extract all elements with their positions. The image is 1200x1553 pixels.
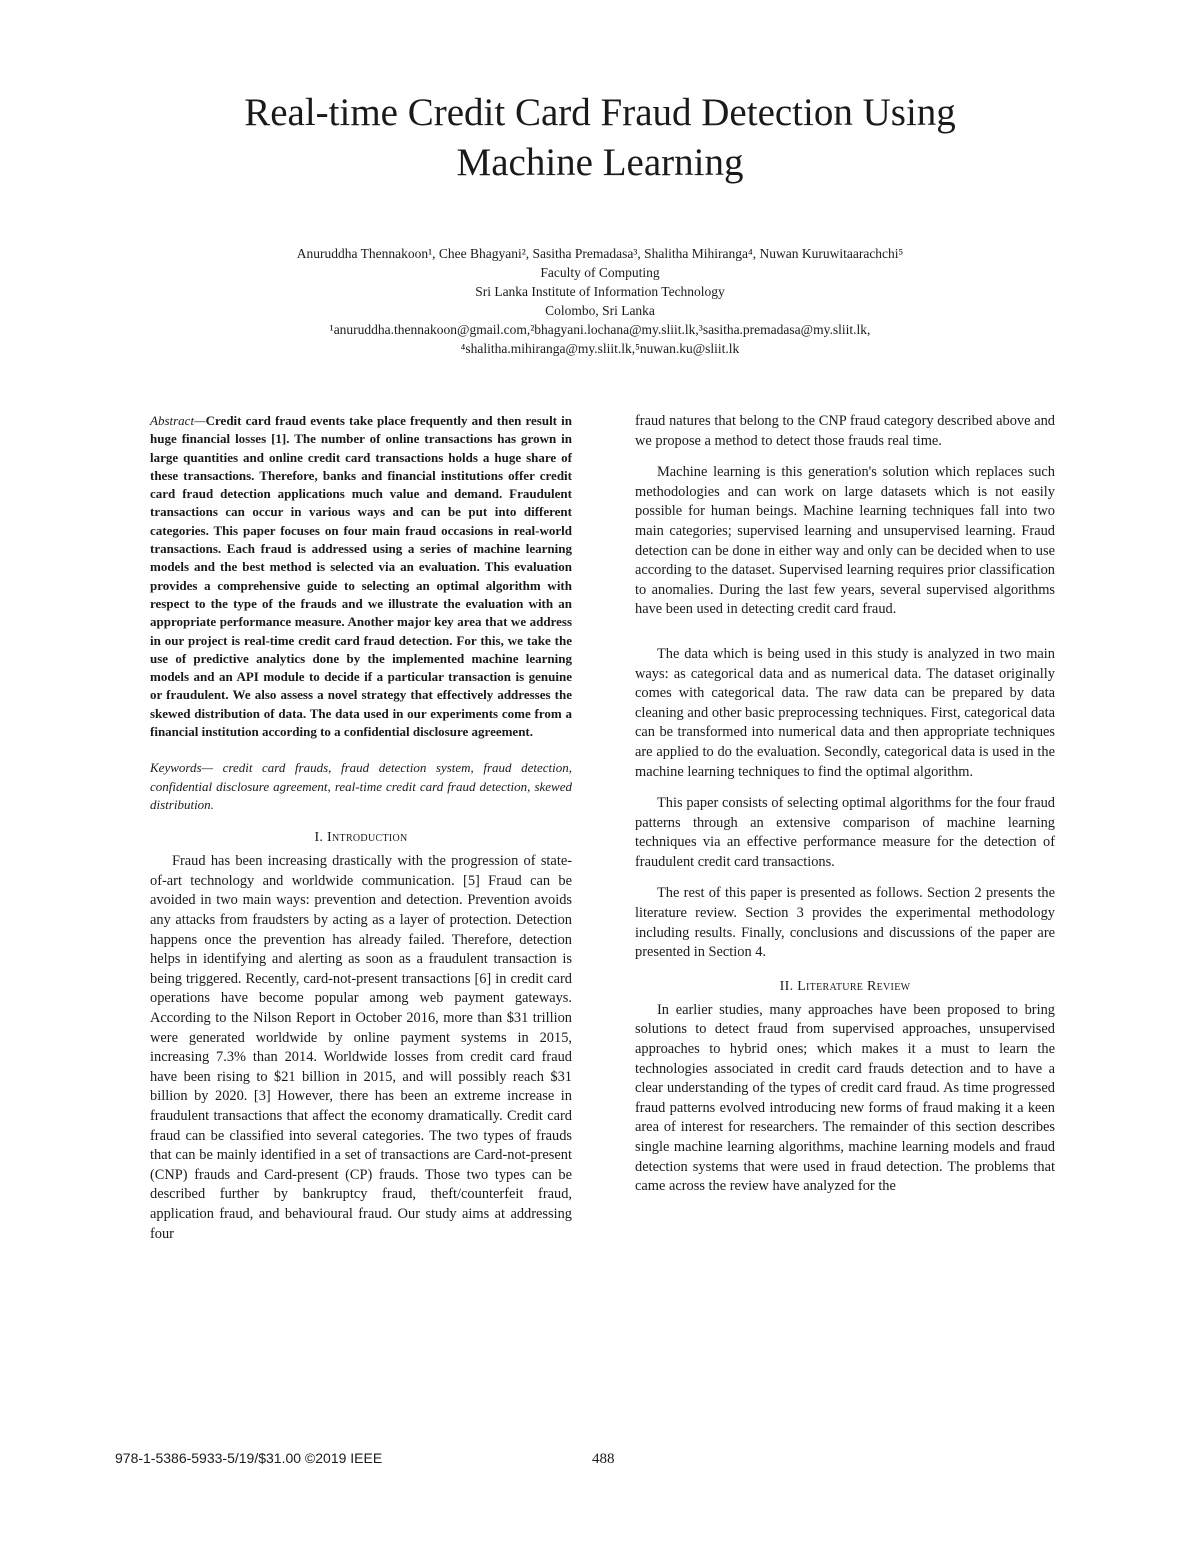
section-heading-literature-review bbox=[635, 977, 1055, 997]
author-list: Anuruddha Thennakoon¹, Chee Bhagyani², Sasitha Premadasa³, Shalitha Mihiranga⁴, Nuwan Kuruwitaarachchi⁵ bbox=[296, 246, 904, 261]
intro-paragraph-3: The data which is being used in this study is analyzed in two main ways: as categorical data and as numerical data. The dataset originally comes with categorical data. The raw data can be prepared by data cleaning and other basic preprocessing techniques. First, categorical data can be transformed into numerical data and then appropriate techniques are applied to do the evaluation. Secondly, categorical data is used in the machine learning techniques to find the optimal algorithm. bbox=[635, 645, 1055, 780]
intro-paragraph-5: The rest of this paper is presented as follows. Section 2 presents the literature review. Section 3 provides the experimental methodology including results. Finally, conclusions and discussions of the paper are presented in Section 4. bbox=[635, 885, 1055, 961]
intro-paragraph-1-continued: fraud natures that belong to the CNP fraud category described above and we propose a method to detect those frauds real time. bbox=[635, 413, 1055, 449]
abstract bbox=[150, 412, 572, 741]
section-title: Literature Review bbox=[797, 978, 911, 994]
affiliation-location: Colombo, Sri Lanka bbox=[545, 303, 655, 318]
footer-isbn: 978-1-5386-5933-5/19/$31.00 ©2019 IEEE bbox=[115, 1450, 383, 1466]
section-number: I. bbox=[314, 830, 324, 846]
affiliation-faculty: Faculty of Computing bbox=[540, 265, 660, 280]
section-title: Introduction bbox=[327, 830, 408, 846]
paper-title bbox=[100, 88, 1100, 188]
title-line-2: Machine Learning bbox=[456, 141, 744, 184]
author-emails-2: ⁴shalitha.mihiranga@my.sliit.lk,⁵nuwan.ku@sliit.lk bbox=[460, 341, 740, 356]
affiliation-institute: Sri Lanka Institute of Information Technology bbox=[475, 284, 725, 299]
author-emails-1: ¹anuruddha.thennakoon@gmail.com,²bhagyani.lochana@my.sliit.lk,³sasitha.premadasa@my.sliit.lk, bbox=[329, 322, 871, 337]
title-line-1: Real-time Credit Card Fraud Detection Using bbox=[244, 91, 956, 134]
right-column bbox=[635, 412, 1055, 1197]
abstract-body: Credit card fraud events take place frequently and then result in huge financial losses [1]. The number of online transactions has grown in large quantities and online credit card transactions holds a huge share of these transactions. Therefore, banks and financial institutions offer credit card fraud detection applications much value and demand. Fraudulent transactions can occur in various ways and can be put into different categories. This paper focuses on four main fraud occasions in real-world transactions. Each fraud is addressed using a series of machine learning models and the best method is selected via an evaluation. This evaluation provides a comprehensive guide to selecting an optimal algorithm with respect to the type of the frauds and we illustrate the evaluation with an appropriate performance measure. Another major key area that we address in our project is real-time credit card fraud detection. For this, we take the use of predictive analytics done by the implemented machine learning models and an API module to decide if a particular transaction is genuine or fraudulent. We also assess a novel strategy that effectively addresses the skewed distribution of data. The data used in our experiments come from a financial institution according to a confidential disclosure agreement. bbox=[150, 413, 572, 740]
keywords: Keywords— credit card frauds, fraud detection system, fraud detection, confidential disclosure agreement, real-time credit card fraud detection, skewed distribution. bbox=[150, 760, 572, 812]
section-heading-introduction bbox=[150, 828, 572, 848]
page-number: 488 bbox=[592, 1451, 615, 1467]
literature-paragraph-1: In earlier studies, many approaches have been proposed to bring solutions to detect fraud from supervised approaches, unsupervised approaches to hybrid ones; which makes it a must to learn the technologies associated in credit card frauds detection and to have a clear understanding of the types of credit card fraud. As time progressed fraud patterns evolved introducing new forms of fraud making it a keen area of interest for researchers. The remainder of this section describes single machine learning algorithms, machine learning models and fraud detection systems that were used in fraud detection. The problems that came across the review have analyzed for the bbox=[635, 1001, 1055, 1195]
intro-paragraph-2: Machine learning is this generation's solution which replaces such methodologies and can work on large datasets which is not easily possible for human beings. Machine learning techniques fall into two main categories; supervised learning and unsupervised learning. Fraud detection can be done in either way and only can be decided when to use according to the dataset. Supervised learning requires prior classification to anomalies. During the last few years, several supervised algorithms have been used in detecting credit card fraud. bbox=[635, 464, 1055, 618]
left-column bbox=[150, 412, 572, 1244]
author-block bbox=[100, 244, 1100, 358]
intro-paragraph-1: Fraud has been increasing drastically with the progression of state-of-art technology and worldwide communication. [5] Fraud can be avoided in two main ways: prevention and detection. Prevention avoids any attacks from fraudsters by acting as a layer of protection. Detection happens once the prevention has already failed. Therefore, detection helps in identifying and alerting as soon as a fraudulent transaction is being triggered. Recently, card-not-present transactions [6] in credit card operations have become popular among web payment gateways. According to the Nilson Report in October 2016, more than $31 trillion were generated worldwide by online payment systems in 2015, increasing 7.3% than 2014. Worldwide losses from credit card fraud have been rising to $21 billion in 2015, and will possibly reach $31 billion by 2020. [3] However, there has been an extreme increase in fraudulent transactions that affect the economy dramatically. Credit card fraud can be classified into several categories. The two types of frauds that can be mainly identified in a set of transactions are Card-not-present (CNP) frauds and Card-present (CP) frauds. Those two types can be described further by bankruptcy fraud, theft/counterfeit fraud, application fraud, and behavioural fraud. Our study aims at addressing four bbox=[150, 853, 572, 1242]
intro-paragraph-4: This paper consists of selecting optimal algorithms for the four fraud patterns through an extensive comparison of machine learning techniques via an effective performance measure for the detection of fraudulent credit card transactions. bbox=[635, 795, 1055, 870]
section-number: II. bbox=[779, 978, 794, 994]
abstract-lead: Abstract— bbox=[150, 413, 206, 428]
